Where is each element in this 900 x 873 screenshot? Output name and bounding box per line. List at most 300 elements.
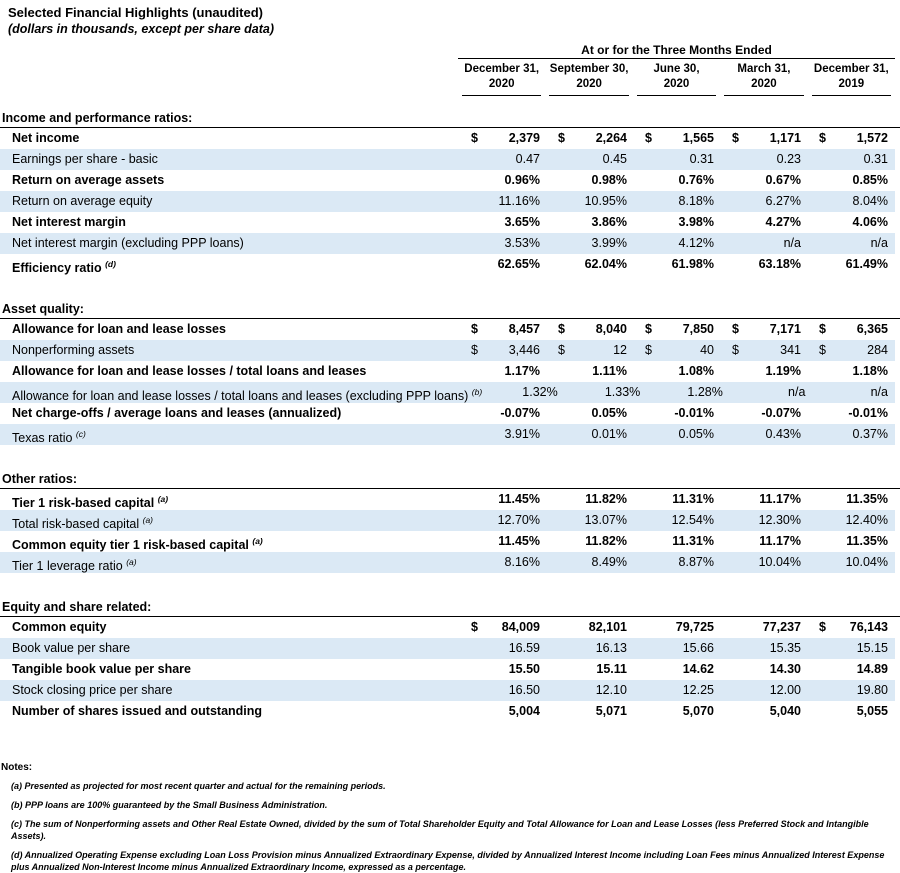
cell-value: 6.27% bbox=[765, 194, 801, 208]
table-row bbox=[0, 319, 895, 340]
row-label: Nonperforming assets bbox=[12, 343, 135, 357]
row-label: Common equity bbox=[12, 620, 107, 634]
value-cell bbox=[547, 617, 634, 638]
value-cell bbox=[634, 638, 721, 659]
value-cell bbox=[460, 424, 547, 445]
column-header bbox=[724, 62, 803, 96]
cell-value: 12.10 bbox=[595, 683, 627, 697]
cell-value: 61.98% bbox=[671, 257, 714, 271]
cell-value: 62.65% bbox=[497, 257, 540, 271]
footnote-marker: (b) bbox=[471, 387, 483, 397]
value-cell bbox=[547, 424, 634, 445]
cell-value: 3.98% bbox=[678, 215, 714, 229]
value-cell bbox=[721, 552, 808, 573]
value-cell bbox=[808, 361, 895, 382]
value-cell bbox=[634, 233, 721, 254]
dollar-sign: $ bbox=[471, 322, 478, 336]
cell-value: 63.18% bbox=[758, 257, 801, 271]
value-cell bbox=[460, 510, 547, 531]
value-cell bbox=[812, 382, 895, 403]
value-cell bbox=[547, 233, 634, 254]
value-cell bbox=[565, 382, 648, 403]
row-label: Texas ratio $^{(c)}$ bbox=[12, 429, 86, 446]
cell-value: 14.89 bbox=[856, 662, 888, 676]
row-label: Net interest margin bbox=[12, 215, 126, 229]
value-cell bbox=[634, 531, 721, 552]
column-header bbox=[462, 62, 541, 96]
value-cell bbox=[721, 531, 808, 552]
value-cell bbox=[547, 552, 634, 573]
table-row bbox=[0, 403, 895, 424]
note-item: (d) Annualized Operating Expense excluding Loan Loss Provision minus Annualized Extraordinary Expense, divided by Annualized Interest Income including Loan Fees minus Annualized Interest Expense plus Annualized Non-Interest Income minus Annualized Extraordinary Income, expressed as a percentage. bbox=[11, 850, 885, 872]
cell-value: 8.04% bbox=[852, 194, 888, 208]
cell-value: 2,379 bbox=[508, 131, 540, 145]
dollar-sign: $ bbox=[732, 131, 739, 145]
cell-value: 10.04% bbox=[845, 555, 888, 569]
cell-value: 12.25 bbox=[682, 683, 714, 697]
value-cell bbox=[547, 254, 634, 275]
value-cell bbox=[547, 680, 634, 701]
dollar-sign: $ bbox=[471, 343, 478, 357]
table-row bbox=[0, 424, 895, 445]
cell-value: 11.35% bbox=[846, 492, 888, 506]
cell-value: -0.01% bbox=[848, 406, 888, 420]
cell-value: 84,009 bbox=[501, 620, 540, 634]
cell-value: 3.53% bbox=[504, 236, 540, 250]
value-cell bbox=[808, 403, 895, 424]
cell-value: 1,572 bbox=[856, 131, 888, 145]
period-header: At or for the Three Months Ended bbox=[458, 43, 895, 59]
value-cell bbox=[460, 638, 547, 659]
value-cell bbox=[808, 659, 895, 680]
cell-value: 1,171 bbox=[769, 131, 801, 145]
value-cell bbox=[721, 340, 808, 361]
value-cell bbox=[721, 191, 808, 212]
footnote-marker: (a) bbox=[157, 494, 169, 504]
cell-value: 19.80 bbox=[856, 683, 888, 697]
value-cell bbox=[547, 489, 634, 510]
dollar-sign: $ bbox=[645, 322, 652, 336]
section-heading: Equity and share related: bbox=[0, 597, 900, 617]
value-cell bbox=[634, 680, 721, 701]
value-cell bbox=[634, 403, 721, 424]
table-row bbox=[0, 552, 895, 573]
cell-value: n/a bbox=[870, 236, 888, 250]
cell-value: 15.50 bbox=[508, 662, 540, 676]
row-label: Net charge-offs / average loans and leases (annualized) bbox=[12, 406, 342, 420]
row-label: Stock closing price per share bbox=[12, 683, 173, 697]
row-label: Common equity tier 1 risk-based capital $^{(a)}$ bbox=[12, 536, 263, 553]
header-spacer bbox=[0, 59, 458, 96]
value-cell bbox=[460, 659, 547, 680]
cell-value: 77,237 bbox=[762, 620, 801, 634]
table-row bbox=[0, 340, 895, 361]
cell-value: 11.31% bbox=[672, 492, 714, 506]
value-cell bbox=[634, 361, 721, 382]
cell-value: 8,457 bbox=[508, 322, 540, 336]
cell-value: 76,143 bbox=[849, 620, 888, 634]
cell-value: 2,264 bbox=[595, 131, 627, 145]
value-cell bbox=[721, 128, 808, 149]
cell-value: 11.17% bbox=[759, 492, 801, 506]
value-cell bbox=[460, 680, 547, 701]
column-header bbox=[812, 62, 891, 96]
value-cell bbox=[634, 510, 721, 531]
value-cell bbox=[547, 340, 634, 361]
cell-value: 8.49% bbox=[591, 555, 627, 569]
cell-value: -0.01% bbox=[674, 406, 714, 420]
cell-value: 7,171 bbox=[769, 322, 801, 336]
row-label: Net interest margin (excluding PPP loans) bbox=[12, 236, 244, 250]
value-cell bbox=[547, 128, 634, 149]
dollar-sign: $ bbox=[732, 322, 739, 336]
value-cell bbox=[808, 489, 895, 510]
table-row bbox=[0, 638, 895, 659]
row-label: Book value per share bbox=[12, 641, 131, 655]
value-cell bbox=[547, 638, 634, 659]
section-heading: Other ratios: bbox=[0, 469, 900, 489]
cell-value: 1.28% bbox=[687, 385, 723, 399]
cell-value: 8.16% bbox=[504, 555, 540, 569]
column-header-date: March 31, bbox=[737, 63, 791, 75]
table-row bbox=[0, 701, 895, 722]
value-cell bbox=[547, 659, 634, 680]
value-cell bbox=[721, 638, 808, 659]
footnote-marker: (a) bbox=[126, 557, 137, 567]
value-cell bbox=[547, 212, 634, 233]
dollar-sign: $ bbox=[819, 343, 826, 357]
value-cell bbox=[721, 489, 808, 510]
value-cell bbox=[634, 128, 721, 149]
table-section bbox=[0, 469, 900, 573]
section-heading: Asset quality: bbox=[0, 299, 900, 319]
row-label: Number of shares issued and outstanding bbox=[12, 704, 263, 718]
cell-value: 0.45 bbox=[602, 152, 627, 166]
cell-value: 4.12% bbox=[678, 236, 714, 250]
value-cell bbox=[460, 319, 547, 340]
footnote-marker: (a) bbox=[142, 515, 154, 525]
cell-value: 284 bbox=[867, 343, 888, 357]
value-cell bbox=[808, 319, 895, 340]
column-header bbox=[637, 62, 716, 96]
value-cell bbox=[460, 170, 547, 191]
cell-value: 0.43% bbox=[765, 427, 801, 441]
dollar-sign: $ bbox=[558, 343, 565, 357]
value-cell bbox=[547, 701, 634, 722]
value-cell bbox=[721, 701, 808, 722]
row-label: Allowance for loan and lease losses bbox=[12, 322, 226, 336]
footnote-marker: (c) bbox=[75, 429, 86, 439]
cell-value: 1.19% bbox=[765, 364, 801, 378]
table-row bbox=[0, 361, 895, 382]
cell-value: 8,040 bbox=[595, 322, 627, 336]
table-section bbox=[0, 597, 900, 722]
value-cell bbox=[721, 319, 808, 340]
page-title: Selected Financial Highlights (unaudited) bbox=[8, 5, 263, 20]
value-cell bbox=[634, 659, 721, 680]
value-cell bbox=[460, 403, 547, 424]
section-heading: Income and performance ratios: bbox=[0, 108, 900, 128]
table-row bbox=[0, 659, 895, 680]
cell-value: 3.99% bbox=[591, 236, 627, 250]
value-cell bbox=[547, 403, 634, 424]
dollar-sign: $ bbox=[471, 620, 478, 634]
cell-value: 0.05% bbox=[591, 406, 627, 420]
value-cell bbox=[634, 170, 721, 191]
cell-value: 0.01% bbox=[591, 427, 627, 441]
value-cell bbox=[721, 510, 808, 531]
value-cell bbox=[460, 340, 547, 361]
value-cell bbox=[808, 510, 895, 531]
value-cell bbox=[721, 680, 808, 701]
cell-value: n/a bbox=[788, 385, 806, 399]
value-cell bbox=[634, 701, 721, 722]
page-subtitle: (dollars in thousands, except per share data) bbox=[8, 22, 275, 36]
row-label: Tangible book value per share bbox=[12, 662, 191, 676]
cell-value: 3.86% bbox=[591, 215, 627, 229]
cell-value: 11.16% bbox=[498, 194, 540, 208]
value-cell bbox=[460, 531, 547, 552]
cell-value: 16.13 bbox=[595, 641, 627, 655]
table-row bbox=[0, 233, 895, 254]
dollar-sign: $ bbox=[819, 620, 826, 634]
dollar-sign: $ bbox=[558, 131, 565, 145]
cell-value: 1,565 bbox=[682, 131, 714, 145]
value-cell bbox=[634, 424, 721, 445]
cell-value: 12.30% bbox=[758, 513, 801, 527]
period-header-row bbox=[0, 43, 900, 59]
footnote-marker: (a) bbox=[252, 536, 263, 546]
value-cell bbox=[808, 424, 895, 445]
cell-value: 12.54% bbox=[671, 513, 714, 527]
table-section bbox=[0, 299, 900, 445]
value-cell bbox=[482, 382, 565, 403]
cell-value: -0.07% bbox=[500, 406, 540, 420]
cell-value: 1.33% bbox=[604, 385, 641, 399]
column-header-year: 2020 bbox=[576, 78, 602, 90]
value-cell bbox=[547, 170, 634, 191]
cell-value: 5,055 bbox=[856, 704, 888, 718]
cell-value: 13.07% bbox=[584, 513, 627, 527]
cell-value: 1.32% bbox=[522, 385, 558, 399]
table-row bbox=[0, 382, 895, 403]
value-cell bbox=[460, 361, 547, 382]
value-cell bbox=[547, 531, 634, 552]
notes-block bbox=[0, 762, 900, 873]
value-cell bbox=[730, 382, 813, 403]
dollar-sign: $ bbox=[645, 343, 652, 357]
value-cell bbox=[721, 233, 808, 254]
row-label: Efficiency ratio $^{(d)}$ bbox=[12, 259, 116, 276]
cell-value: 12.70% bbox=[497, 513, 540, 527]
cell-value: 0.76% bbox=[678, 173, 714, 187]
value-cell bbox=[547, 361, 634, 382]
note-item: (c) The sum of Nonperforming assets and Other Real Estate Owned, divided by the sum of Total Shareholder Equity and Total Allowance for Loan and Lease Losses (less Preferred Stock and Intangible Assets). bbox=[11, 819, 869, 841]
cell-value: 1.17% bbox=[504, 364, 540, 378]
cell-value: 341 bbox=[780, 343, 801, 357]
cell-value: 11.35% bbox=[846, 534, 888, 548]
row-label: Allowance for loan and lease losses / total loans and leases (excluding PPP loans) $^{(b)}$ bbox=[12, 387, 483, 404]
header-spacer bbox=[0, 43, 458, 59]
value-cell bbox=[721, 424, 808, 445]
value-cell bbox=[547, 510, 634, 531]
value-cell bbox=[634, 212, 721, 233]
value-cell bbox=[634, 254, 721, 275]
footnote-marker: (d) bbox=[105, 259, 116, 269]
value-cell bbox=[808, 170, 895, 191]
column-header-year: 2020 bbox=[663, 78, 690, 90]
column-header-date: June 30, bbox=[653, 63, 700, 75]
cell-value: 8.18% bbox=[678, 194, 714, 208]
cell-value: 0.37% bbox=[852, 427, 888, 441]
cell-value: 1.18% bbox=[852, 364, 888, 378]
value-cell bbox=[460, 254, 547, 275]
value-cell bbox=[808, 233, 895, 254]
value-cell bbox=[808, 191, 895, 212]
table-row bbox=[0, 149, 895, 170]
cell-value: 11.82% bbox=[585, 492, 627, 506]
table-row bbox=[0, 531, 895, 552]
dollar-sign: $ bbox=[645, 131, 652, 145]
cell-value: 12.00 bbox=[769, 683, 801, 697]
table-row bbox=[0, 191, 895, 212]
value-cell bbox=[808, 617, 895, 638]
value-cell bbox=[460, 701, 547, 722]
row-label: Allowance for loan and lease losses / total loans and leases bbox=[12, 364, 367, 378]
cell-value: 1.08% bbox=[678, 364, 714, 378]
cell-value: 12 bbox=[613, 343, 627, 357]
financial-table bbox=[0, 108, 900, 722]
value-cell bbox=[721, 254, 808, 275]
cell-value: 7,850 bbox=[682, 322, 714, 336]
value-cell bbox=[721, 659, 808, 680]
row-label: Tier 1 leverage ratio $^{(a)}$ bbox=[12, 557, 137, 574]
table-section bbox=[0, 108, 900, 275]
cell-value: 4.27% bbox=[765, 215, 801, 229]
value-cell bbox=[547, 191, 634, 212]
cell-value: 15.15 bbox=[856, 641, 888, 655]
cell-value: 0.23 bbox=[776, 152, 801, 166]
cell-value: 1.11% bbox=[592, 364, 627, 378]
value-cell bbox=[547, 319, 634, 340]
value-cell bbox=[634, 617, 721, 638]
dollar-sign: $ bbox=[558, 322, 565, 336]
value-cell bbox=[808, 149, 895, 170]
row-label: Earnings per share - basic bbox=[12, 152, 158, 166]
cell-value: 15.11 bbox=[596, 662, 627, 676]
value-cell bbox=[634, 319, 721, 340]
table-row bbox=[0, 510, 895, 531]
row-label: Total risk-based capital $^{(a)}$ bbox=[12, 515, 154, 532]
dollar-sign: $ bbox=[819, 322, 826, 336]
value-cell bbox=[721, 617, 808, 638]
cell-value: 6,365 bbox=[856, 322, 888, 336]
column-header-year: 2020 bbox=[488, 78, 515, 90]
notes-heading: Notes: bbox=[1, 762, 33, 773]
cell-value: 61.49% bbox=[845, 257, 888, 271]
value-cell bbox=[808, 340, 895, 361]
cell-value: 0.67% bbox=[765, 173, 801, 187]
value-cell bbox=[721, 361, 808, 382]
note-item: (a) Presented as projected for most recent quarter and actual for the remaining periods. bbox=[11, 781, 386, 791]
value-cell bbox=[634, 340, 721, 361]
value-cell bbox=[460, 212, 547, 233]
table-row bbox=[0, 617, 895, 638]
row-label: Net income bbox=[12, 131, 80, 145]
cell-value: 0.98% bbox=[591, 173, 627, 187]
column-header-row bbox=[0, 59, 895, 96]
cell-value: 62.04% bbox=[584, 257, 627, 271]
cell-value: 15.35 bbox=[769, 641, 801, 655]
cell-value: 11.45% bbox=[498, 534, 540, 548]
value-cell bbox=[808, 212, 895, 233]
cell-value: 5,004 bbox=[508, 704, 540, 718]
table-row bbox=[0, 680, 895, 701]
value-cell bbox=[721, 403, 808, 424]
cell-value: 10.95% bbox=[584, 194, 627, 208]
cell-value: 12.40% bbox=[845, 513, 888, 527]
value-cell bbox=[460, 489, 547, 510]
row-label: Return on average equity bbox=[12, 194, 153, 208]
column-header-year: 2020 bbox=[751, 78, 777, 90]
cell-value: 11.17% bbox=[759, 534, 801, 548]
cell-value: 16.50 bbox=[508, 683, 540, 697]
value-cell bbox=[634, 489, 721, 510]
cell-value: 4.06% bbox=[852, 215, 888, 229]
cell-value: 0.05% bbox=[678, 427, 714, 441]
value-cell bbox=[808, 680, 895, 701]
value-cell bbox=[460, 128, 547, 149]
value-cell bbox=[460, 617, 547, 638]
cell-value: 11.31% bbox=[672, 534, 714, 548]
dollar-sign: $ bbox=[819, 131, 826, 145]
cell-value: 82,101 bbox=[588, 620, 627, 634]
cell-value: 14.30 bbox=[769, 662, 801, 676]
dollar-sign: $ bbox=[732, 343, 739, 357]
cell-value: 16.59 bbox=[508, 641, 540, 655]
value-cell bbox=[634, 552, 721, 573]
value-cell bbox=[721, 170, 808, 191]
cell-value: n/a bbox=[870, 385, 888, 399]
cell-value: 0.85% bbox=[852, 173, 888, 187]
cell-value: 0.47 bbox=[515, 152, 540, 166]
value-cell bbox=[721, 212, 808, 233]
table-row bbox=[0, 128, 895, 149]
value-cell bbox=[808, 531, 895, 552]
table-row bbox=[0, 212, 895, 233]
cell-value: 0.96% bbox=[504, 173, 540, 187]
cell-value: 15.66 bbox=[682, 641, 714, 655]
value-cell bbox=[460, 191, 547, 212]
value-cell bbox=[634, 149, 721, 170]
value-cell bbox=[808, 128, 895, 149]
cell-value: 5,040 bbox=[769, 704, 801, 718]
value-cell bbox=[808, 638, 895, 659]
table-row bbox=[0, 254, 895, 275]
cell-value: 5,071 bbox=[595, 704, 627, 718]
value-cell bbox=[808, 552, 895, 573]
column-header-date: December 31, bbox=[464, 63, 540, 75]
column-header-date: December 31, bbox=[813, 63, 889, 75]
cell-value: 3.65% bbox=[504, 215, 540, 229]
value-cell bbox=[460, 552, 547, 573]
column-header-date: September 30, bbox=[549, 63, 629, 75]
value-cell bbox=[808, 701, 895, 722]
cell-value: 3.91% bbox=[504, 427, 540, 441]
column-header bbox=[549, 62, 628, 96]
cell-value: 5,070 bbox=[682, 704, 714, 718]
cell-value: 79,725 bbox=[675, 620, 714, 634]
